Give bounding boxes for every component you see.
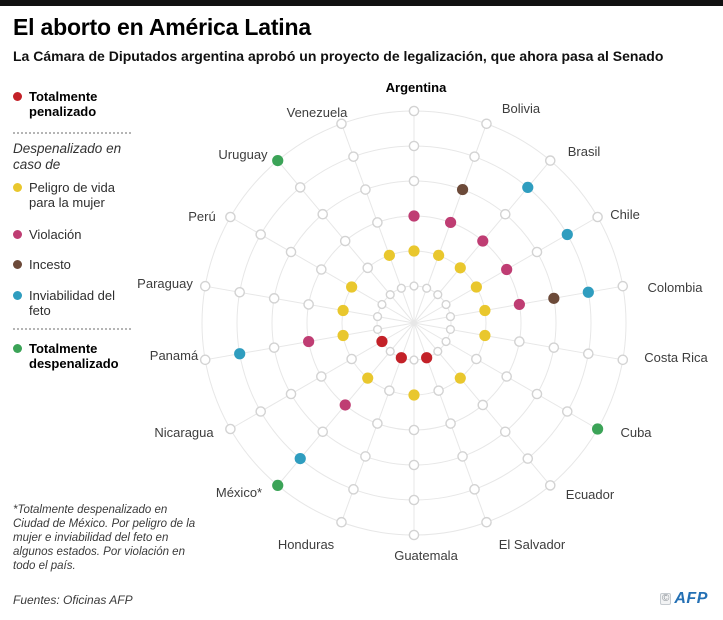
marker-filled-peligro_vida bbox=[479, 305, 490, 316]
marker-filled-despenalizado bbox=[272, 155, 283, 166]
marker-hollow-peligro_vida bbox=[385, 386, 394, 395]
marker-filled-violacion bbox=[340, 399, 351, 410]
marker-hollow-inviabilidad bbox=[470, 485, 479, 494]
marker-filled-peligro_vida bbox=[384, 250, 395, 261]
marker-filled-incesto bbox=[548, 293, 559, 304]
marker-filled-despenalizado bbox=[272, 480, 283, 491]
marker-hollow-despenalizado bbox=[201, 282, 210, 291]
marker-filled-peligro_vida bbox=[479, 330, 490, 341]
marker-hollow-penalizado bbox=[378, 301, 386, 309]
marker-hollow-incesto bbox=[501, 210, 510, 219]
country-label: Cuba bbox=[620, 425, 652, 440]
marker-hollow-inviabilidad bbox=[523, 454, 532, 463]
marker-hollow-penalizado bbox=[447, 313, 455, 321]
marker-filled-incesto bbox=[457, 184, 468, 195]
marker-hollow-inviabilidad bbox=[256, 407, 265, 416]
marker-filled-peligro_vida bbox=[433, 250, 444, 261]
marker-hollow-penalizado bbox=[410, 282, 418, 290]
marker-filled-peligro_vida bbox=[408, 389, 419, 400]
marker-hollow-incesto bbox=[532, 389, 541, 398]
marker-hollow-despenalizado bbox=[226, 212, 235, 221]
marker-hollow-violacion bbox=[446, 419, 455, 428]
country-label: Argentina bbox=[385, 80, 447, 95]
marker-hollow-incesto bbox=[318, 210, 327, 219]
marker-hollow-despenalizado bbox=[482, 119, 491, 128]
legend-item-label: Violación bbox=[29, 227, 82, 242]
legend-item-label: Totalmente penalizado bbox=[29, 89, 98, 120]
country-label: Bolivia bbox=[501, 101, 541, 116]
marker-filled-violacion bbox=[477, 235, 488, 246]
country-label: Panamá bbox=[149, 348, 199, 363]
marker-hollow-despenalizado bbox=[546, 156, 555, 165]
marker-hollow-penalizado bbox=[386, 347, 394, 355]
country-label: Guatemala bbox=[394, 548, 458, 563]
country-label: Nicaragua bbox=[154, 425, 214, 440]
marker-hollow-incesto bbox=[409, 176, 418, 185]
marker-hollow-incesto bbox=[549, 343, 558, 352]
marker-hollow-violacion bbox=[341, 236, 350, 245]
page-title: El aborto en América Latina bbox=[13, 14, 311, 40]
marker-filled-peligro_vida bbox=[362, 373, 373, 384]
marker-hollow-incesto bbox=[409, 460, 418, 469]
country-label: México* bbox=[215, 485, 263, 500]
marker-hollow-incesto bbox=[501, 427, 510, 436]
marker-hollow-despenalizado bbox=[201, 355, 210, 364]
marker-hollow-peligro_vida bbox=[434, 386, 443, 395]
marker-filled-peligro_vida bbox=[337, 330, 348, 341]
marker-hollow-penalizado bbox=[410, 356, 418, 364]
marker-hollow-despenalizado bbox=[482, 518, 491, 527]
legend-group-label: Despenalizado en caso de bbox=[13, 141, 122, 172]
marker-hollow-peligro_vida bbox=[363, 263, 372, 272]
marker-hollow-violacion bbox=[317, 372, 326, 381]
marker-hollow-incesto bbox=[458, 452, 467, 461]
marker-hollow-violacion bbox=[373, 419, 382, 428]
marker-hollow-inviabilidad bbox=[409, 141, 418, 150]
marker-filled-penalizado bbox=[396, 352, 407, 363]
marker-filled-peligro_vida bbox=[471, 281, 482, 292]
marker-hollow-inviabilidad bbox=[235, 288, 244, 297]
country-label: Ecuador bbox=[565, 487, 615, 502]
afp-logo-text: AFP bbox=[674, 590, 708, 607]
marker-hollow-inviabilidad bbox=[470, 152, 479, 161]
country-label: Honduras bbox=[277, 537, 335, 552]
marker-hollow-incesto bbox=[270, 294, 279, 303]
marker-hollow-incesto bbox=[318, 427, 327, 436]
marker-hollow-penalizado bbox=[374, 313, 382, 321]
marker-hollow-inviabilidad bbox=[584, 349, 593, 358]
marker-filled-peligro_vida bbox=[455, 262, 466, 273]
marker-hollow-incesto bbox=[286, 389, 295, 398]
marker-hollow-incesto bbox=[270, 343, 279, 352]
marker-filled-violacion bbox=[445, 217, 456, 228]
marker-hollow-despenalizado bbox=[409, 530, 418, 539]
marker-hollow-penalizado bbox=[386, 291, 394, 299]
marker-hollow-inviabilidad bbox=[563, 407, 572, 416]
marker-hollow-incesto bbox=[361, 185, 370, 194]
legend-item-label: Inviabilidad del feto bbox=[29, 288, 116, 319]
marker-filled-peligro_vida bbox=[455, 373, 466, 384]
marker-filled-inviabilidad bbox=[522, 182, 533, 193]
marker-hollow-penalizado bbox=[442, 301, 450, 309]
marker-filled-peligro_vida bbox=[337, 305, 348, 316]
marker-hollow-inviabilidad bbox=[256, 230, 265, 239]
legend-item-label: Incesto bbox=[29, 257, 71, 272]
marker-hollow-penalizado bbox=[447, 326, 455, 334]
footnote: *Totalmente despenalizado en Ciudad de México. Por peligro de la mujer e inviabilidad del feto en algunos estados. Por violación en todo el país. bbox=[13, 504, 196, 573]
marker-filled-inviabilidad bbox=[583, 287, 594, 298]
marker-filled-penalizado bbox=[376, 336, 387, 347]
marker-hollow-violacion bbox=[502, 372, 511, 381]
marker-filled-inviabilidad bbox=[234, 348, 245, 359]
marker-hollow-violacion bbox=[304, 300, 313, 309]
afp-logo bbox=[660, 590, 708, 608]
marker-hollow-peligro_vida bbox=[472, 354, 481, 363]
marker-hollow-despenalizado bbox=[226, 424, 235, 433]
marker-hollow-despenalizado bbox=[618, 355, 627, 364]
country-label: Venezuela bbox=[286, 105, 348, 120]
marker-filled-despenalizado bbox=[592, 423, 603, 434]
marker-hollow-penalizado bbox=[442, 338, 450, 346]
marker-hollow-despenalizado bbox=[546, 481, 555, 490]
marker-filled-violacion bbox=[501, 264, 512, 275]
marker-hollow-peligro_vida bbox=[347, 354, 356, 363]
marker-filled-peligro_vida bbox=[408, 245, 419, 256]
marker-hollow-violacion bbox=[515, 337, 524, 346]
marker-filled-penalizado bbox=[421, 352, 432, 363]
marker-hollow-incesto bbox=[361, 452, 370, 461]
marker-hollow-despenalizado bbox=[337, 119, 346, 128]
marker-hollow-violacion bbox=[317, 265, 326, 274]
marker-hollow-penalizado bbox=[374, 326, 382, 334]
source-line: Fuentes: Oficinas AFP bbox=[13, 593, 133, 607]
marker-filled-violacion bbox=[514, 299, 525, 310]
marker-hollow-incesto bbox=[532, 247, 541, 256]
marker-hollow-incesto bbox=[286, 247, 295, 256]
country-label: Perú bbox=[188, 209, 216, 224]
country-label: El Salvador bbox=[498, 537, 566, 552]
country-label: Colombia bbox=[647, 280, 703, 295]
marker-hollow-despenalizado bbox=[409, 106, 418, 115]
country-label: Paraguay bbox=[137, 276, 193, 291]
marker-hollow-inviabilidad bbox=[296, 183, 305, 192]
copyright-icon: © bbox=[662, 593, 670, 604]
legend-item-label: Totalmente despenalizado bbox=[29, 341, 119, 372]
country-label: Costa Rica bbox=[644, 350, 708, 365]
marker-hollow-inviabilidad bbox=[349, 152, 358, 161]
marker-hollow-penalizado bbox=[434, 291, 442, 299]
marker-hollow-despenalizado bbox=[593, 212, 602, 221]
marker-filled-inviabilidad bbox=[295, 453, 306, 464]
marker-filled-violacion bbox=[408, 210, 419, 221]
country-label: Chile bbox=[610, 207, 640, 222]
country-label: Uruguay bbox=[218, 147, 268, 162]
marker-hollow-penalizado bbox=[423, 284, 431, 292]
country-label: Brasil bbox=[567, 144, 601, 159]
marker-hollow-violacion bbox=[409, 425, 418, 434]
marker-hollow-despenalizado bbox=[618, 282, 627, 291]
page-subtitle: La Cámara de Diputados argentina aprobó un proyecto de legalización, que ahora pasa al Senado bbox=[13, 48, 664, 64]
marker-filled-inviabilidad bbox=[562, 229, 573, 240]
marker-hollow-penalizado bbox=[434, 347, 442, 355]
marker-hollow-penalizado bbox=[397, 284, 405, 292]
marker-hollow-inviabilidad bbox=[349, 485, 358, 494]
marker-hollow-inviabilidad bbox=[409, 495, 418, 504]
marker-hollow-violacion bbox=[478, 400, 487, 409]
marker-filled-violacion bbox=[303, 336, 314, 347]
marker-hollow-despenalizado bbox=[337, 518, 346, 527]
marker-hollow-violacion bbox=[373, 218, 382, 227]
marker-filled-peligro_vida bbox=[346, 281, 357, 292]
legend-item-label: Peligro de vida para la mujer bbox=[29, 180, 115, 211]
